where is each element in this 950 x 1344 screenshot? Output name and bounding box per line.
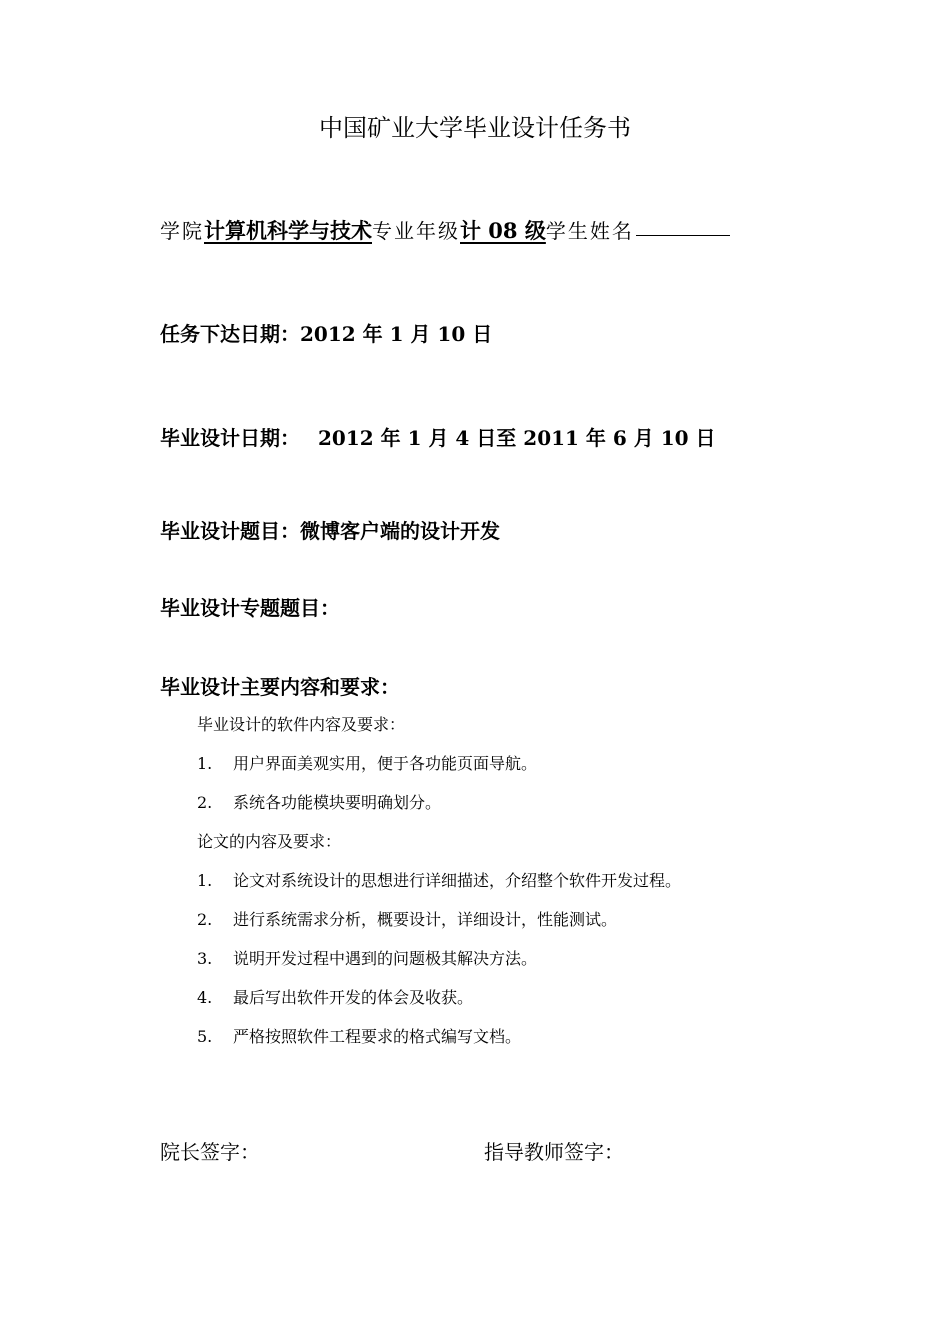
design-date-line	[160, 423, 716, 453]
advisor-signature-label: 指导教师签字：	[484, 1140, 624, 1164]
list-item: 1. 用户界面美观实用，便于各功能页面导航。	[197, 754, 538, 773]
topic-label: 毕业设计题目：	[160, 519, 300, 543]
special-topic-label: 毕业设计专题题目：	[160, 596, 340, 620]
student-name-blank	[636, 215, 730, 236]
requirements-label: 毕业设计主要内容和要求：	[160, 675, 400, 699]
dean-signature-label: 院长签字：	[160, 1140, 260, 1164]
software-heading: 毕业设计的软件内容及要求：	[197, 715, 406, 734]
issue-date-line	[160, 319, 492, 349]
major-value: 计 08 级	[460, 218, 546, 243]
issue-date-label: 任务下达日期：	[160, 322, 300, 346]
issue-date-value: 2012 年 1 月 10 日	[300, 322, 493, 346]
list-item: 5. 严格按照软件工程要求的格式编写文档。	[197, 1027, 522, 1046]
student-info-row	[160, 214, 730, 248]
design-date-label: 毕业设计日期：	[160, 426, 300, 450]
special-topic-line	[160, 593, 340, 623]
topic-line	[160, 516, 500, 546]
topic-value: 微博客户端的设计开发	[300, 519, 500, 543]
list-item: 1. 论文对系统设计的思想进行详细描述，介绍整个软件开发过程。	[197, 871, 682, 890]
document-title: 中国矿业大学毕业设计任务书	[319, 114, 631, 142]
list-item: 2. 进行系统需求分析，概要设计，详细设计，性能测试。	[197, 910, 618, 929]
thesis-heading: 论文的内容及要求：	[197, 832, 342, 851]
major-label: 专业年级	[372, 219, 460, 243]
list-item: 3. 说明开发过程中遇到的问题极其解决方法。	[197, 949, 538, 968]
requirements-heading	[160, 672, 400, 702]
list-item: 4. 最后写出软件开发的体会及收获。	[197, 988, 474, 1007]
list-item: 2. 系统各功能模块要明确划分。	[197, 793, 442, 812]
college-value: 计算机科学与技术	[204, 218, 372, 243]
student-name-label: 学生姓名	[545, 219, 634, 243]
design-date-value: 2012 年 1 月 4 日至 2011 年 6 月 10 日	[318, 426, 716, 450]
college-label: 学院	[160, 219, 204, 243]
